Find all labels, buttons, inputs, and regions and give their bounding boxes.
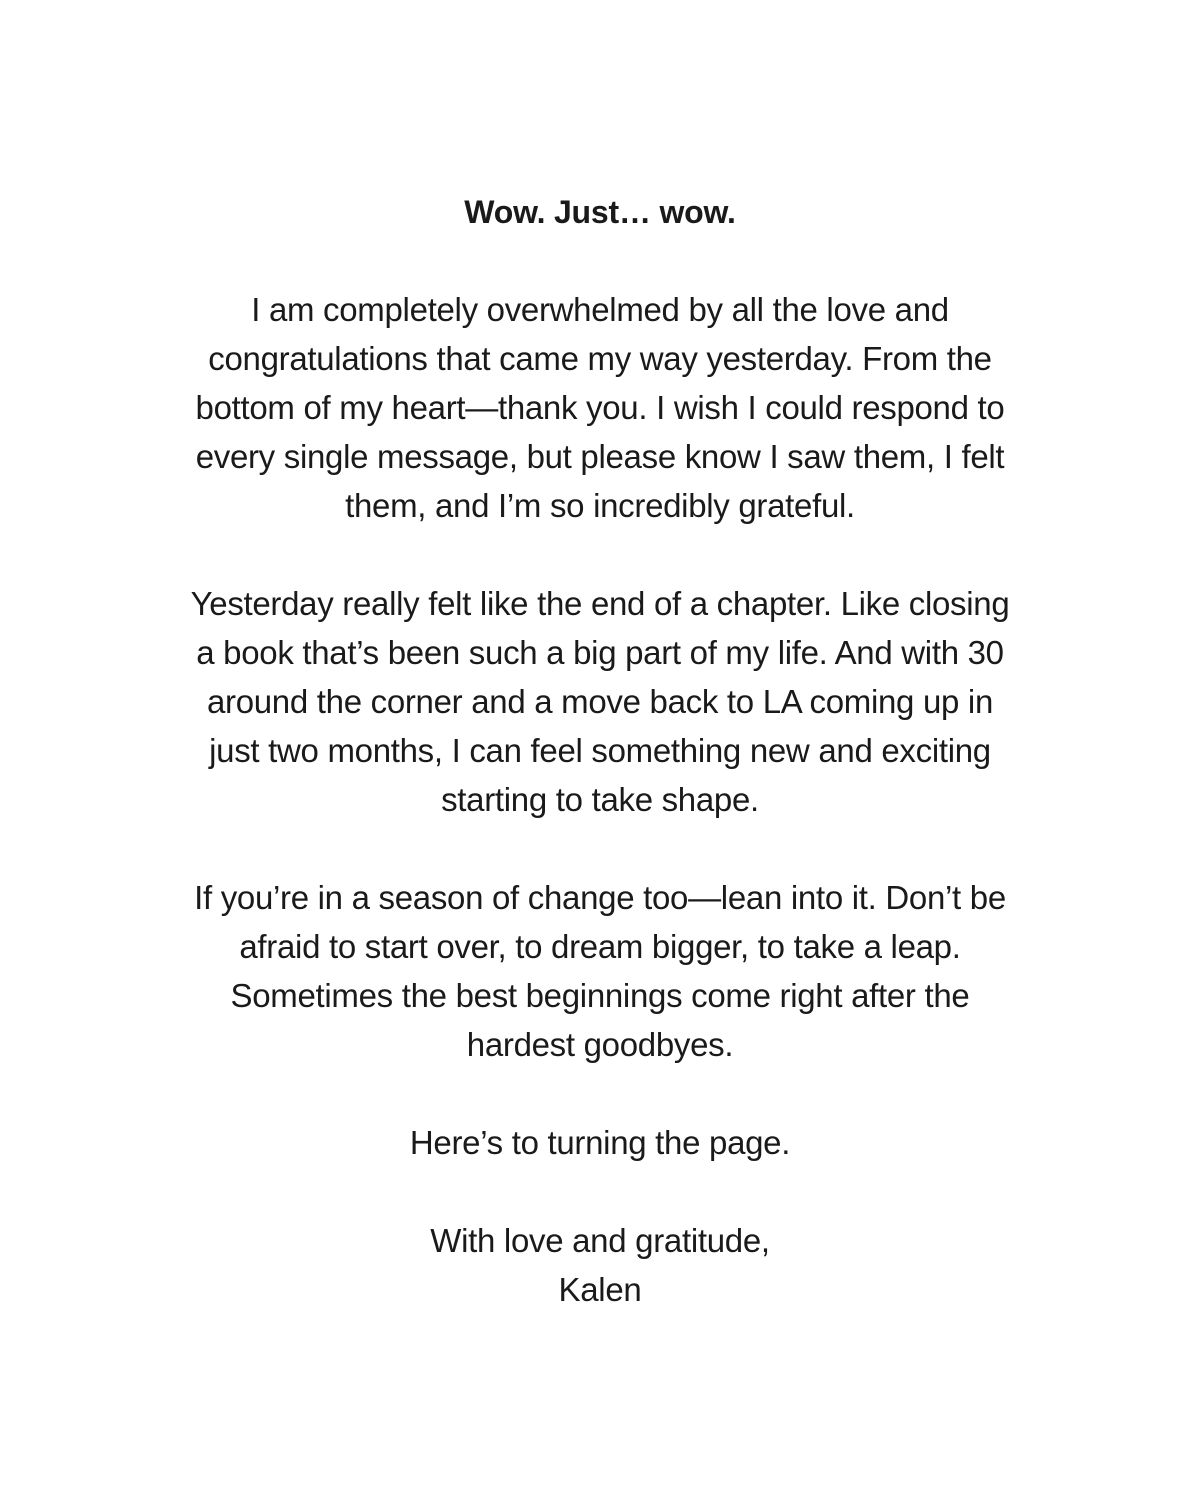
text-line: Yesterday really felt like the end of a chapter. Like closing [190, 585, 1010, 622]
text-line: starting to take shape. [441, 781, 759, 818]
text-line: around the corner and a move back to LA coming up in [206, 683, 994, 720]
toast-line: Here’s to turning the page. [409, 1124, 791, 1161]
signoff [120, 1216, 1080, 1314]
text-line: just two months, I can feel something new and exciting [209, 732, 991, 769]
paragraph-change [120, 873, 1080, 1069]
signoff-name: Kalen [558, 1271, 642, 1308]
letter-heading: Wow. Just… wow. [464, 194, 736, 230]
text-line: I am completely overwhelmed by all the love and [251, 291, 949, 328]
text-line: afraid to start over, to dream bigger, to take a leap. [239, 928, 961, 965]
text-line: hardest goodbyes. [466, 1026, 734, 1063]
text-line: every single message, but please know I saw them, I felt [195, 438, 1005, 475]
signoff-closing: With love and gratitude, [430, 1222, 770, 1259]
text-line: Sometimes the best beginnings come right after the [230, 977, 970, 1014]
paragraph-gratitude [120, 285, 1080, 530]
text-line: If you’re in a season of change too—lean into it. Don’t be [194, 879, 1006, 916]
letter-body [120, 188, 1080, 1314]
text-line: them, and I’m so incredibly grateful. [345, 487, 855, 524]
paragraph-chapter [120, 579, 1080, 824]
text-line: bottom of my heart—thank you. I wish I could respond to [195, 389, 1005, 426]
text-line: a book that’s been such a big part of my life. And with 30 [196, 634, 1004, 671]
text-line: congratulations that came my way yesterday. From the [208, 340, 992, 377]
